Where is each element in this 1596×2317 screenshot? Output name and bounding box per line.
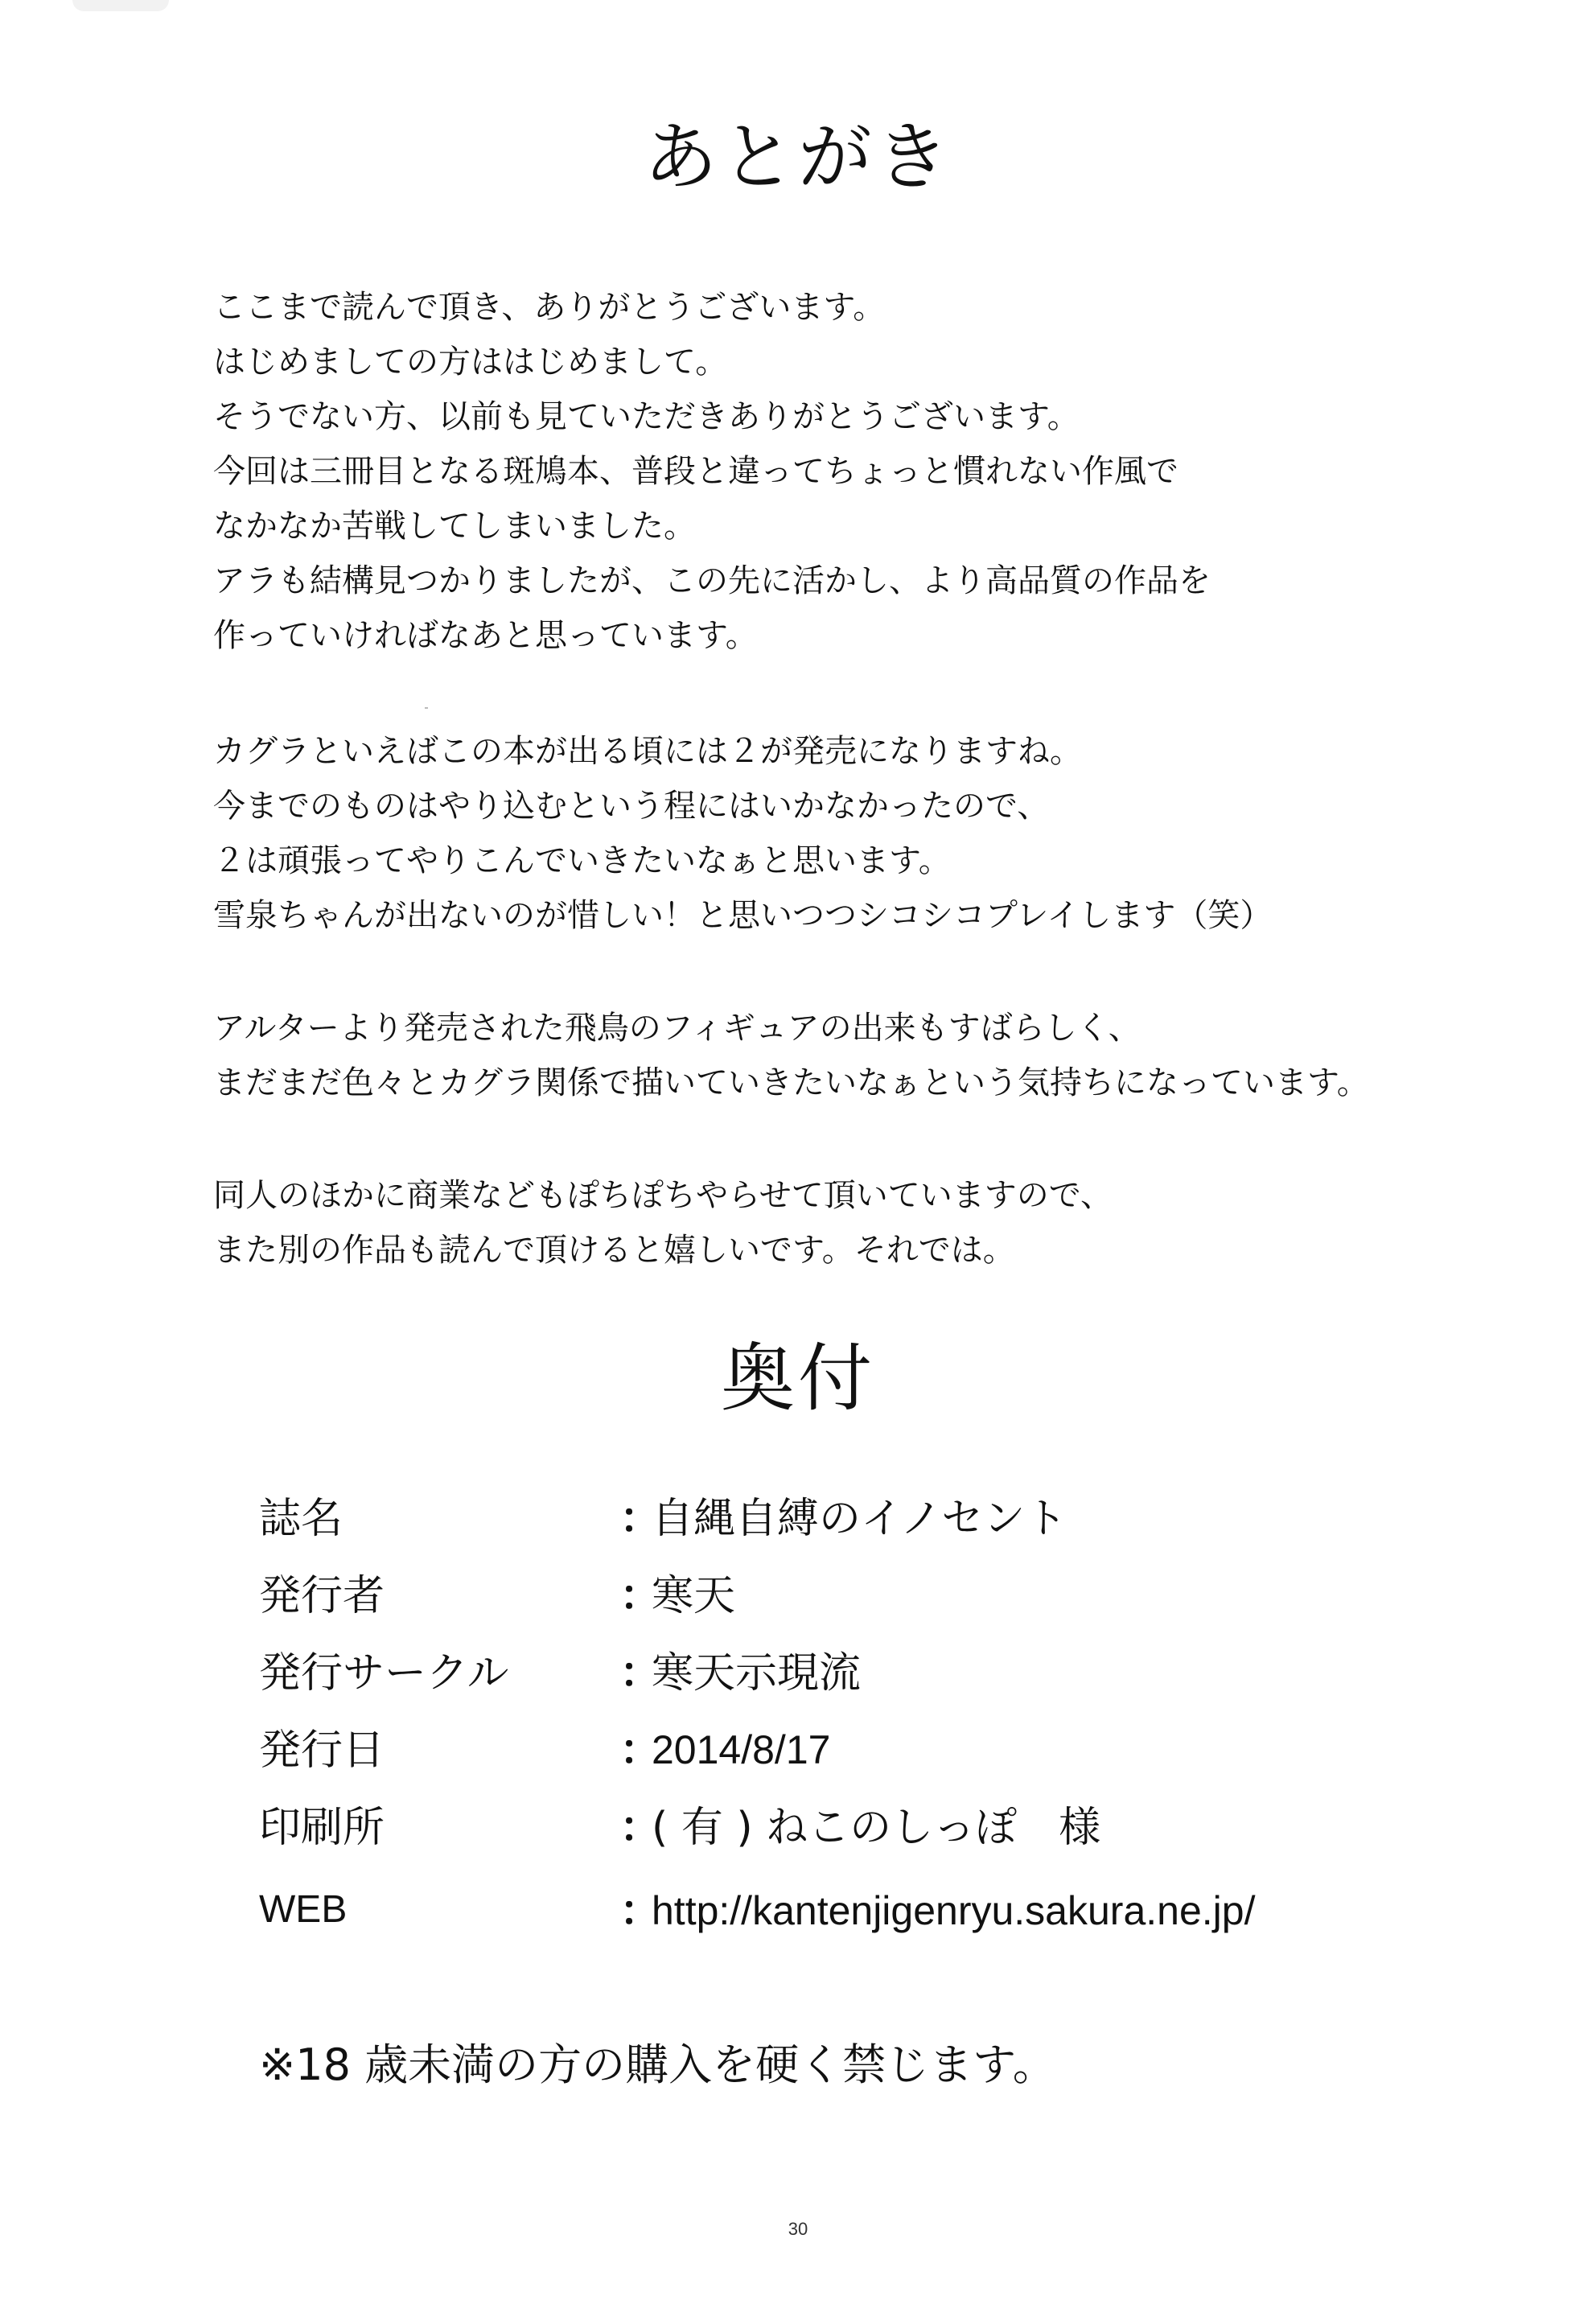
colophon-row-printer [0,1804,1596,1863]
colophon-row-web [0,1887,1596,1947]
afterword-line: また別の作品も読んで頂けると嬉しいです。それでは。 [213,1232,1015,1269]
afterword-line: まだまだ色々とカグラ関係で描いていきたいなぁという気持ちになっています。 [213,1064,1369,1101]
website-url: http://kantenjigenryu.sakura.ne.jp/ [652,1888,1256,1933]
afterword-line: 雪泉ちゃんが出ないのが惜しい！と思いつつシコシコプレイします（笑） [213,897,1273,934]
colophon-value: 2014/8/17 [652,1727,831,1772]
colophon-label: 発行者 [259,1572,385,1620]
afterword-line: 今回は三冊目となる斑鳩本、普段と違ってちょっと慣れない作風で [213,453,1178,490]
afterword-line: カグラといえばこの本が出る頃には２が発売になりますね。 [213,733,1082,770]
colophon-title: 奥付 [720,1335,875,1422]
colophon-row-title [0,1495,1596,1554]
colophon-separator: ： [619,1887,662,1936]
afterword-line: そうでない方、以前も見ていただきありがとうございます。 [213,398,1080,435]
scan-speck [425,707,428,709]
colophon-separator: ： [619,1649,662,1698]
afterword-line: ２は頑張ってやりこんでいきたいなぁと思います。 [213,842,951,879]
age-restriction-notice: ※18 歳未満の方の購入を硬く禁じます。 [259,2039,1056,2090]
colophon-row-publisher [0,1572,1596,1632]
afterword-line: 今までのものはやり込むという程にはいかなかったので、 [213,788,1050,825]
colophon-label: 印刷所 [259,1804,385,1852]
afterword-line: 同人のほかに商業などもぽちぽちやらせて頂いていますので、 [213,1177,1113,1214]
colophon-row-circle [0,1649,1596,1709]
colophon-label: WEB [259,1888,348,1931]
colophon-separator: ： [619,1495,662,1543]
afterword-title: あとがき [643,114,952,200]
page-number: 30 [788,2219,808,2239]
colophon-row-date [0,1726,1596,1786]
afterword-line: なかなか苦戦してしまいました。 [213,508,696,545]
colophon-value: 寒天 [652,1572,736,1620]
colophon-value: 自縄自縛のイノセント [652,1495,1067,1543]
colophon-label: 誌名 [259,1495,343,1543]
afterword-line: 作っていければなあと思っています。 [213,617,758,654]
scan-smudge [72,0,169,11]
colophon-value: 寒天示現流 [652,1649,862,1698]
colophon-separator: ： [619,1572,662,1620]
afterword-line: アルターより発売された飛鳥のフィギュアの出来もすばらしく、 [213,1010,1141,1047]
colophon-value: ( 有 ) ねこのしっぽ 様 [652,1804,1101,1852]
afterword-line: はじめましての方ははじめまして。 [213,344,728,381]
afterword-line: アラも結構見つかりましたが、この先に活かし、より高品質の作品を [213,562,1211,599]
colophon-separator: ： [619,1726,662,1775]
colophon-label: 発行日 [259,1726,385,1775]
colophon-separator: ： [619,1804,662,1852]
colophon-label: 発行サークル [259,1649,509,1698]
afterword-line: ここまで読んで頂き、ありがとうございます。 [213,289,886,326]
